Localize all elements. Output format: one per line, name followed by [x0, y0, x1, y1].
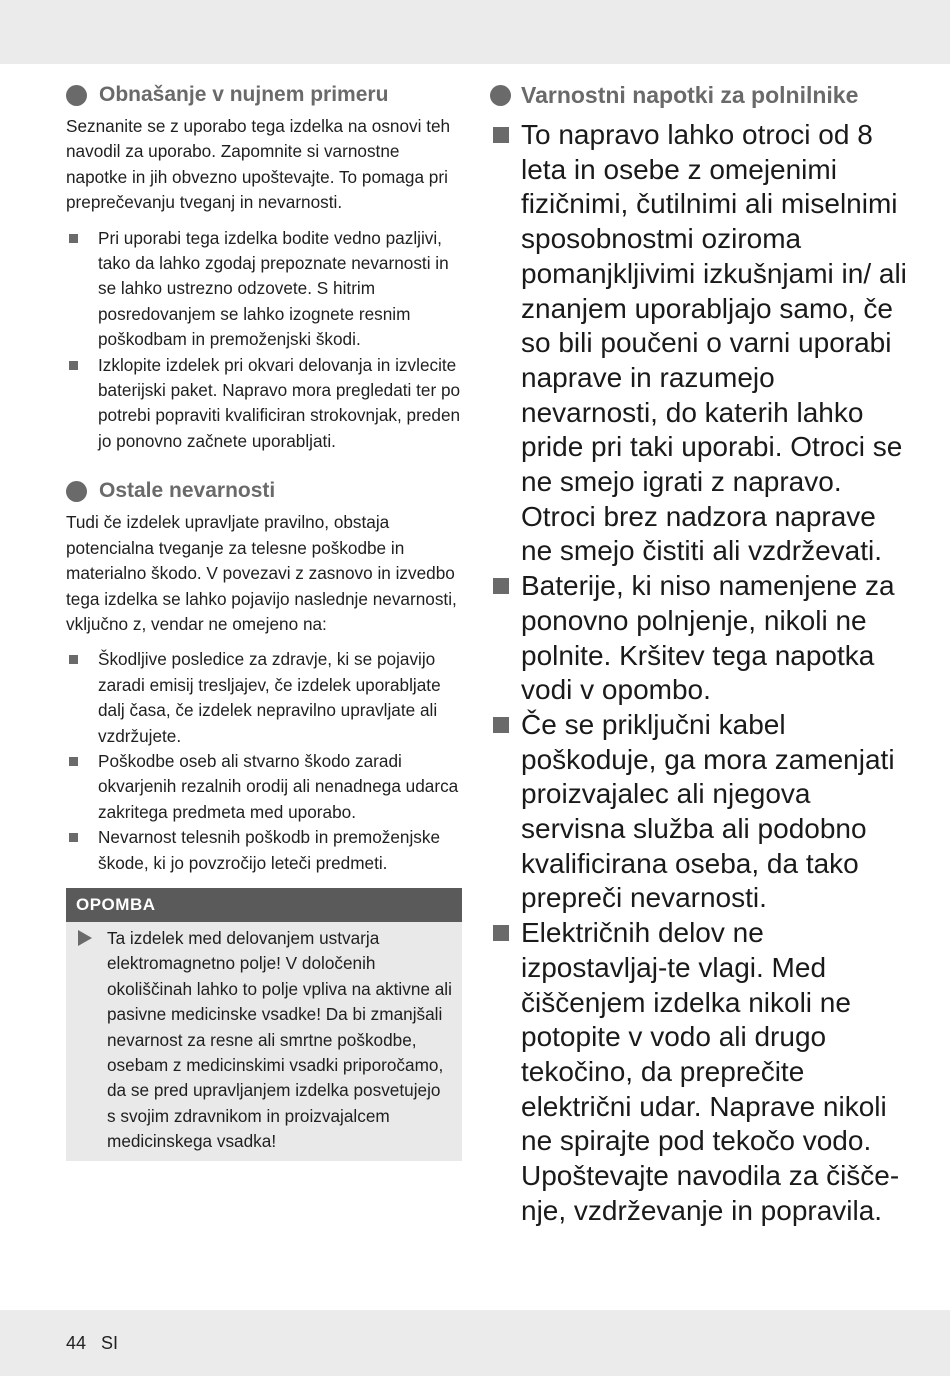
bullet-circle-icon: [66, 481, 87, 502]
square-bullet-icon: [493, 127, 509, 143]
bullet-list: [490, 118, 910, 1229]
list-item-text: Nevarnost telesnih poškodb in premoženjske škode, ki jo povzročijo leteči predmeti.: [98, 827, 441, 873]
section-heading-emergency: [66, 80, 462, 110]
bullet-list: [66, 226, 462, 455]
list-item-text: Poškodbe oseb ali stvarno škodo zaradi okvarjenih rezalnih orodij ali nenadnega udarca zakritega predmeta med uporabo.: [98, 750, 459, 822]
bullet-circle-icon: [66, 85, 87, 106]
note-label: OPOMBA: [66, 888, 462, 922]
note-body: [66, 922, 462, 1161]
note-text: Ta izdelek med delovanjem ustvarja elektromagnetno polje! V določenih okoliščinah lahko to polje vpliva na aktivne ali pasivne medicinske vsadke! Da bi zmanjšali nevarnost za resne ali smrtne poškodbe, osebam z medicinskimi vsadki priporočamo, da se pred upravljanjem izdelka posvetujejo s svojim zdravnikom in proizvajalcem medicinskega vsadka!: [107, 927, 452, 1152]
list-item: [490, 916, 910, 1228]
list-item-text: Škodljive posledice za zdravje, ki se pojavijo zaradi emisij tresljajev, če izdelek uporabljate dalj časa, če izdelek nepravilno upravljate ali vzdržujete.: [98, 649, 441, 746]
list-item-text: Izklopite izdelek pri okvari delovanja in izvlecite baterijski paket. Napravo mora pregledati ter po potrebi popraviti kvalificiran strokovnjak, preden jo ponovno začnete uporabljati.: [98, 354, 461, 451]
section-title: Obnašanje v nujnem primeru: [99, 83, 389, 106]
list-item: [66, 353, 462, 455]
list-item-text: Električnih delov ne izpostavljaj-te vlagi. Med čiščenjem izdelka nikoli ne potopite v vodo ali drugo tekočino, da preprečite električni udar. Naprave nikoli ne spirajte pod tekočo vodo. Upoštevajte navodila za čišče-nje, vzdrževanje in popravila.: [521, 917, 900, 1226]
square-bullet-icon: [493, 578, 509, 594]
list-item: [66, 226, 462, 353]
square-bullet-icon: [69, 757, 78, 766]
list-item-text: To napravo lahko otroci od 8 leta in osebe z omejenimi fizičnimi, čutilnimi ali miselnimi sposobnostmi oziroma pomanjkljivimi izkušnjami in/ ali znanjem uporabljajo samo, če so bili poučeni o varni uporabi naprave in razumejo nevarnosti, do katerih lahko pride pri taki uporabi. Otroci se ne smejo igrati z napravo. Otroci brez nadzora naprave ne smejo čistiti ali vzdrževati.: [521, 119, 907, 567]
list-item-text: Baterije, ki niso namenjene za ponovno polnjenje, nikoli ne polnite. Kršitev tega napotka vodi v opombo.: [521, 570, 895, 706]
list-item: [490, 569, 910, 708]
list-item: [66, 825, 462, 876]
language-code: SI: [101, 1333, 119, 1353]
section-title: Ostale nevarnosti: [99, 479, 276, 503]
left-column: [66, 80, 462, 1161]
square-bullet-icon: [69, 234, 78, 243]
list-item-text: Pri uporabi tega izdelka bodite vedno pazljivi, tako da lahko zgodaj prepoznate nevarnosti in se lahko ustrezno odzovete. S hitrim posredovanjem se lahko izognete resnim poškodbam in premoženjski škodi.: [98, 227, 449, 350]
list-item: [66, 647, 462, 749]
list-item: [66, 749, 462, 825]
page-footer: [66, 1333, 118, 1354]
square-bullet-icon: [69, 833, 78, 842]
section-heading-other-hazards: [66, 476, 462, 506]
list-item: [490, 118, 910, 569]
page-number: 44: [66, 1333, 87, 1353]
list-item: [490, 708, 910, 916]
section-intro: Seznanite se z uporabo tega izdelka na osnovi teh navodil za uporabo. Zapomnite si varnostne napotke in jih obvezno upoštevajte. To pomaga pri preprečevanju tveganj in nevarnosti.: [66, 116, 451, 213]
bullet-circle-icon: [490, 85, 511, 106]
section-intro: Tudi če izdelek upravljate pravilno, obstaja potencialna tveganje za telesne poškodbe in materialno škodo. V povezavi z zasnovo in izvedbo tega izdelka se lahko pojavijo naslednje nevarnosti, vključno z, vendar ne omejeno na:: [66, 512, 457, 634]
square-bullet-icon: [69, 361, 78, 370]
top-band: [0, 0, 950, 64]
triangle-arrow-icon: [78, 930, 92, 946]
right-column: [490, 80, 910, 1229]
section-heading-charger-safety: [490, 80, 910, 110]
bullet-list: [66, 647, 462, 876]
square-bullet-icon: [493, 925, 509, 941]
square-bullet-icon: [493, 717, 509, 733]
bottom-band: [0, 1310, 950, 1376]
note-box: [66, 888, 462, 1161]
section-title: Varnostni napotki za polnilnike: [521, 82, 859, 108]
list-item-text: Če se priključni kabel poškoduje, ga mora zamenjati proizvajalec ali njegova servisna služba ali podobno kvalificirana oseba, da tako prepreči nevarnosti.: [521, 708, 895, 914]
square-bullet-icon: [69, 655, 78, 664]
